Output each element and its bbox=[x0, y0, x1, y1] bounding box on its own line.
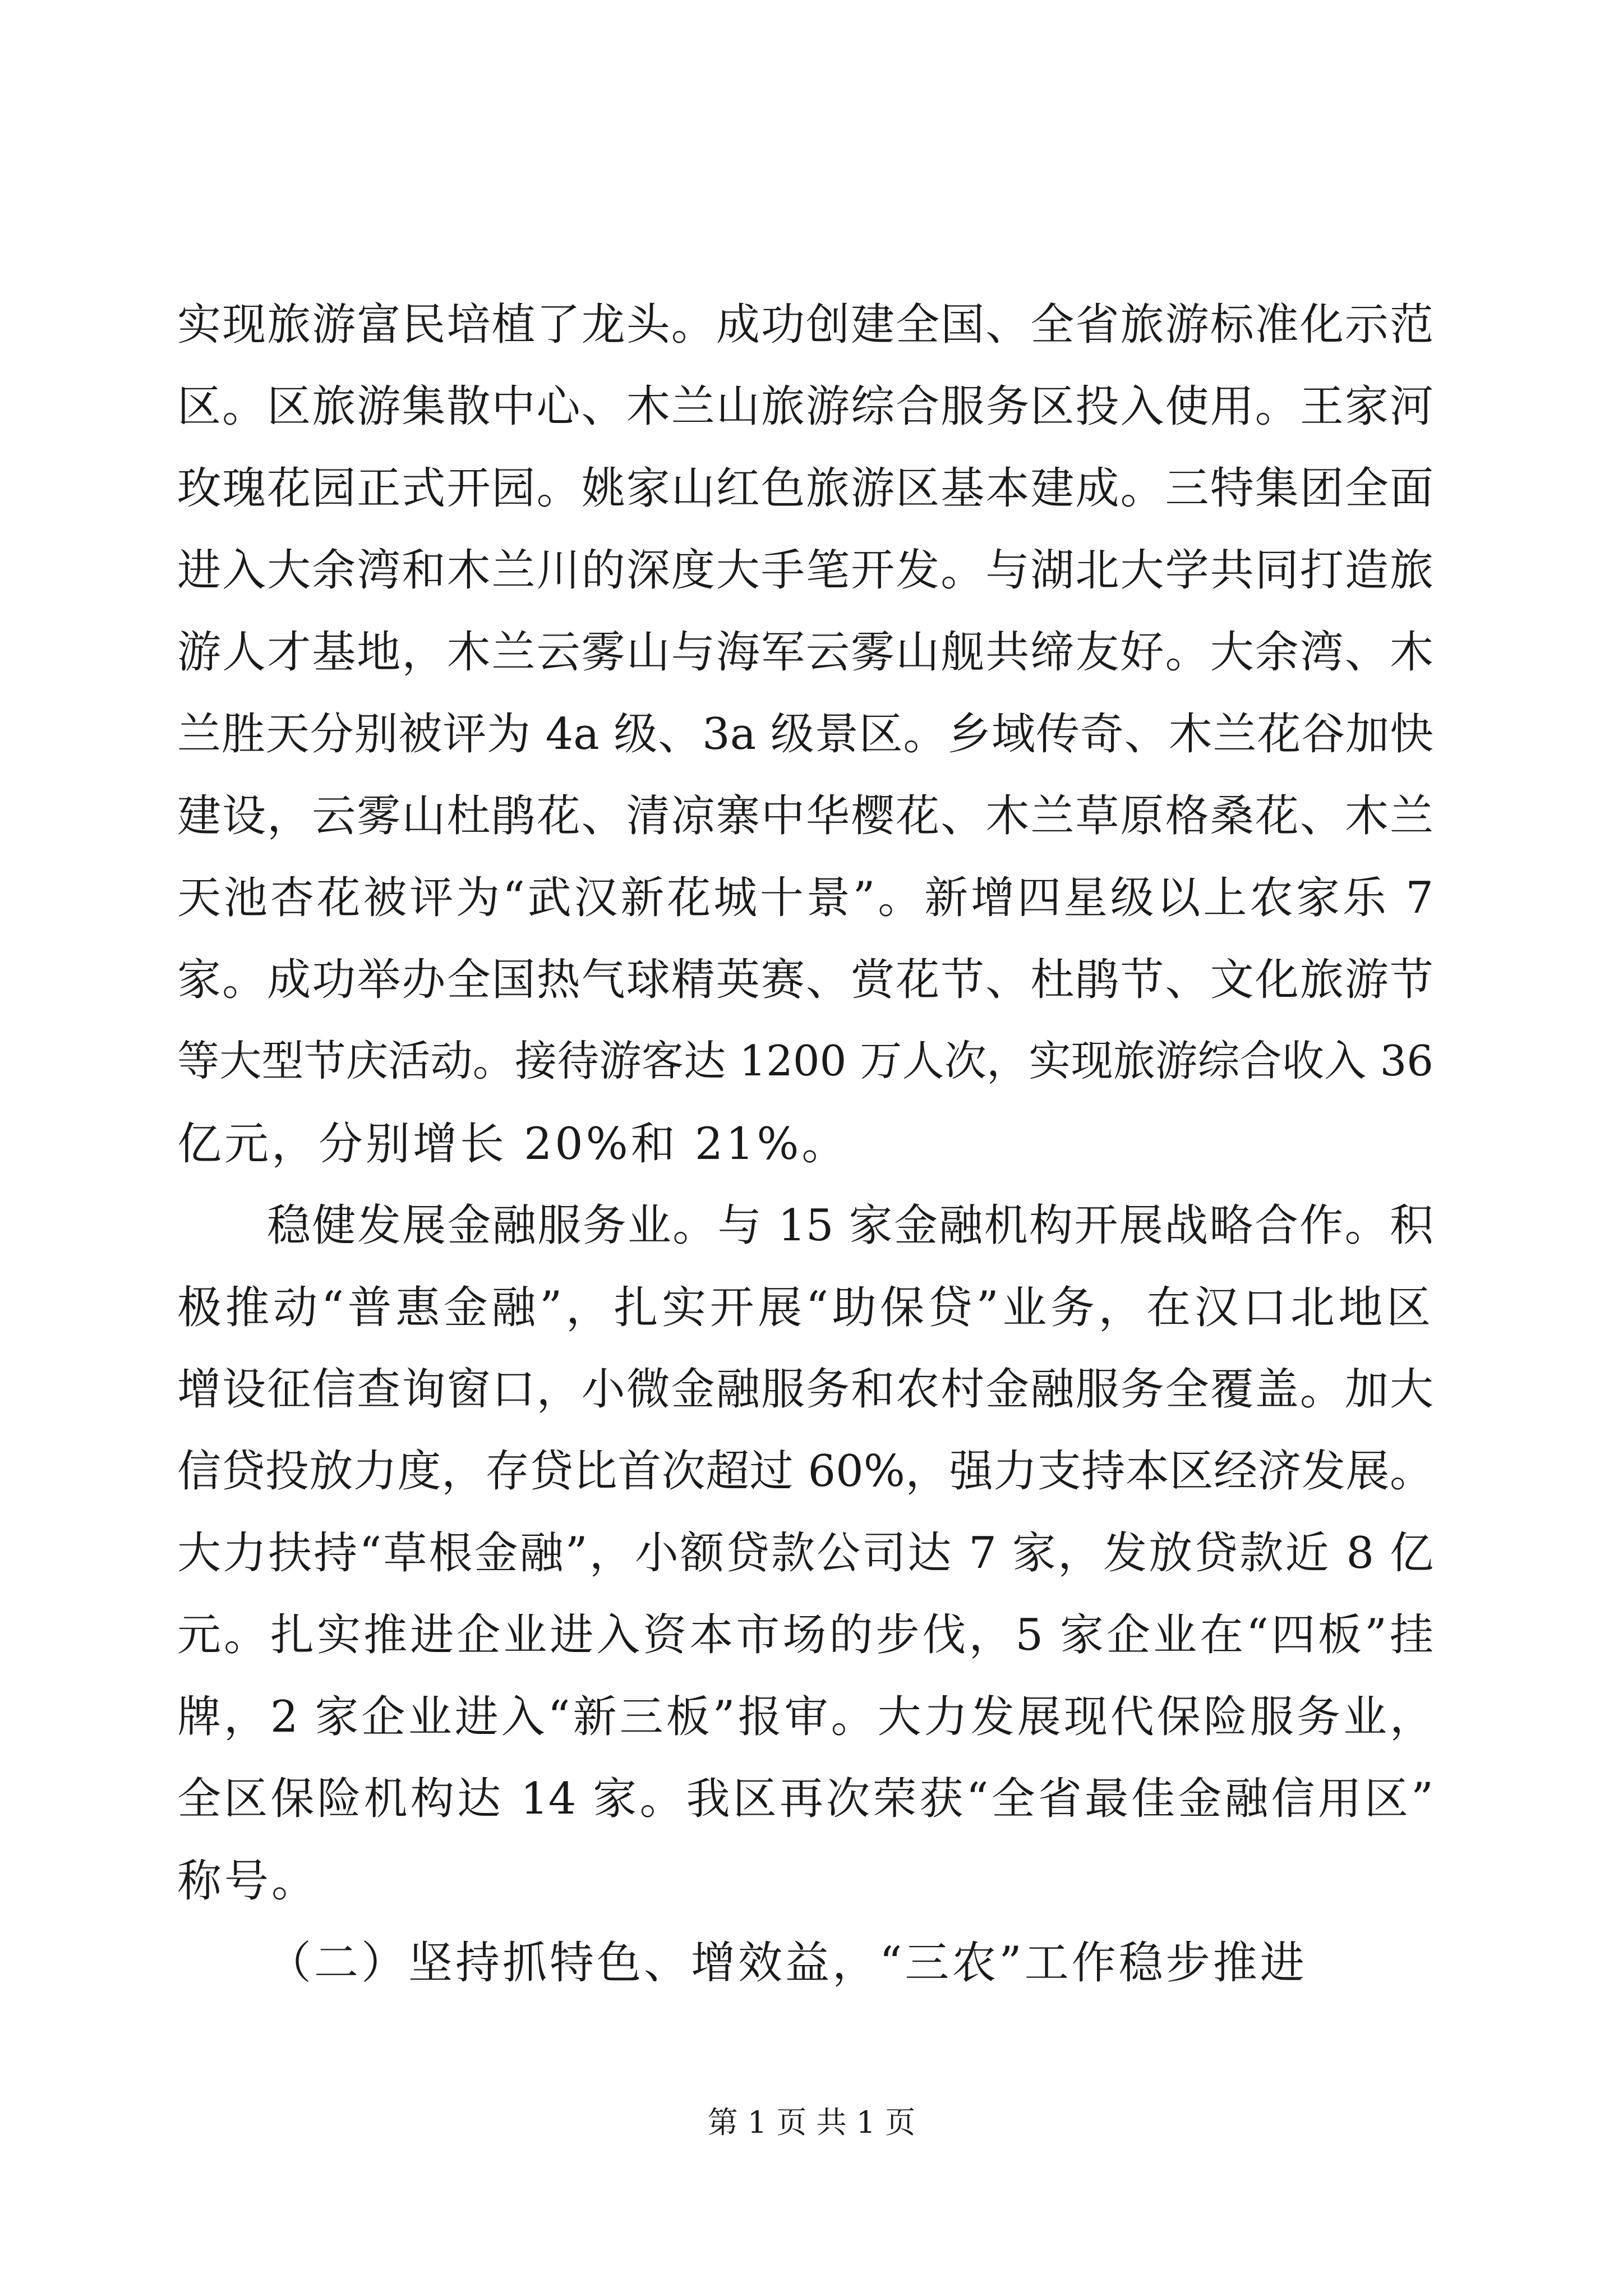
text-line: 兰胜天分别被评为 4a 级、3a 级景区。乡域传奇、木兰花谷加快 bbox=[177, 709, 1433, 760]
text-line: 元。扎实推进企业进入资本市场的步伐，5 家企业在“四板”挂 bbox=[177, 1610, 1433, 1660]
text-line: 大力扶持“草根金融”，小额贷款公司达 7 家，发放贷款近 8 亿 bbox=[177, 1528, 1433, 1579]
text-line: 稳健发展金融服务业。与 15 家金融机构开展战略合作。积 bbox=[267, 1200, 1433, 1251]
text-line: 称号。 bbox=[177, 1855, 319, 1907]
page-footer: 第 1 页 共 1 页 bbox=[707, 2105, 916, 2140]
section-heading-text: （二）坚持抓特色、增效益，“三农”工作稳步推进 bbox=[267, 1937, 1307, 1989]
text-line: 家。成功举办全国热气球精英赛、赏花节、杜鹃节、文化旅游节 bbox=[177, 955, 1433, 1005]
text-line: 天池杏花被评为“武汉新花城十景”。新增四星级以上农家乐 7 bbox=[177, 873, 1433, 923]
text-line: 玫瑰花园正式开园。姚家山红色旅游区基本建成。三特集团全面 bbox=[177, 463, 1433, 514]
text-line: 牌，2 家企业进入“新三板”报审。大力发展现代保险服务业， bbox=[177, 1692, 1433, 1742]
text-line: 游人才基地，木兰云雾山与海军云雾山舰共缔友好。大余湾、木 bbox=[177, 627, 1433, 678]
text-line: 区。区旅游集散中心、木兰山旅游综合服务区投入使用。王家河 bbox=[177, 381, 1433, 432]
text-line: 建设，云雾山杜鹃花、清凉寨中华樱花、木兰草原格桑花、木兰 bbox=[177, 791, 1433, 841]
text-line: 信贷投放力度，存贷比首次超过 60%，强力支持本区经济发展。 bbox=[177, 1446, 1433, 1497]
text-line: 全区保险机构达 14 家。我区再次荣获“全省最佳金融信用区” bbox=[177, 1774, 1433, 1824]
text-line: 极推动“普惠金融”，扎实开展“助保贷”业务，在汉口北地区 bbox=[177, 1282, 1433, 1333]
text-line: 进入大余湾和木兰川的深度大手笔开发。与湖北大学共同打造旅 bbox=[177, 545, 1433, 596]
text-line: 等大型节庆活动。接待游客达 1200 万人次，实现旅游综合收入 36 bbox=[177, 1036, 1433, 1085]
text-line: 增设征信查询窗口，小微金融服务和农村金融服务全覆盖。加大 bbox=[177, 1364, 1433, 1415]
text-line: 亿元，分别增长 20%和 21%。 bbox=[177, 1118, 849, 1170]
text-line: 实现旅游富民培植了龙头。成功创建全国、全省旅游标准化示范 bbox=[177, 300, 1433, 350]
